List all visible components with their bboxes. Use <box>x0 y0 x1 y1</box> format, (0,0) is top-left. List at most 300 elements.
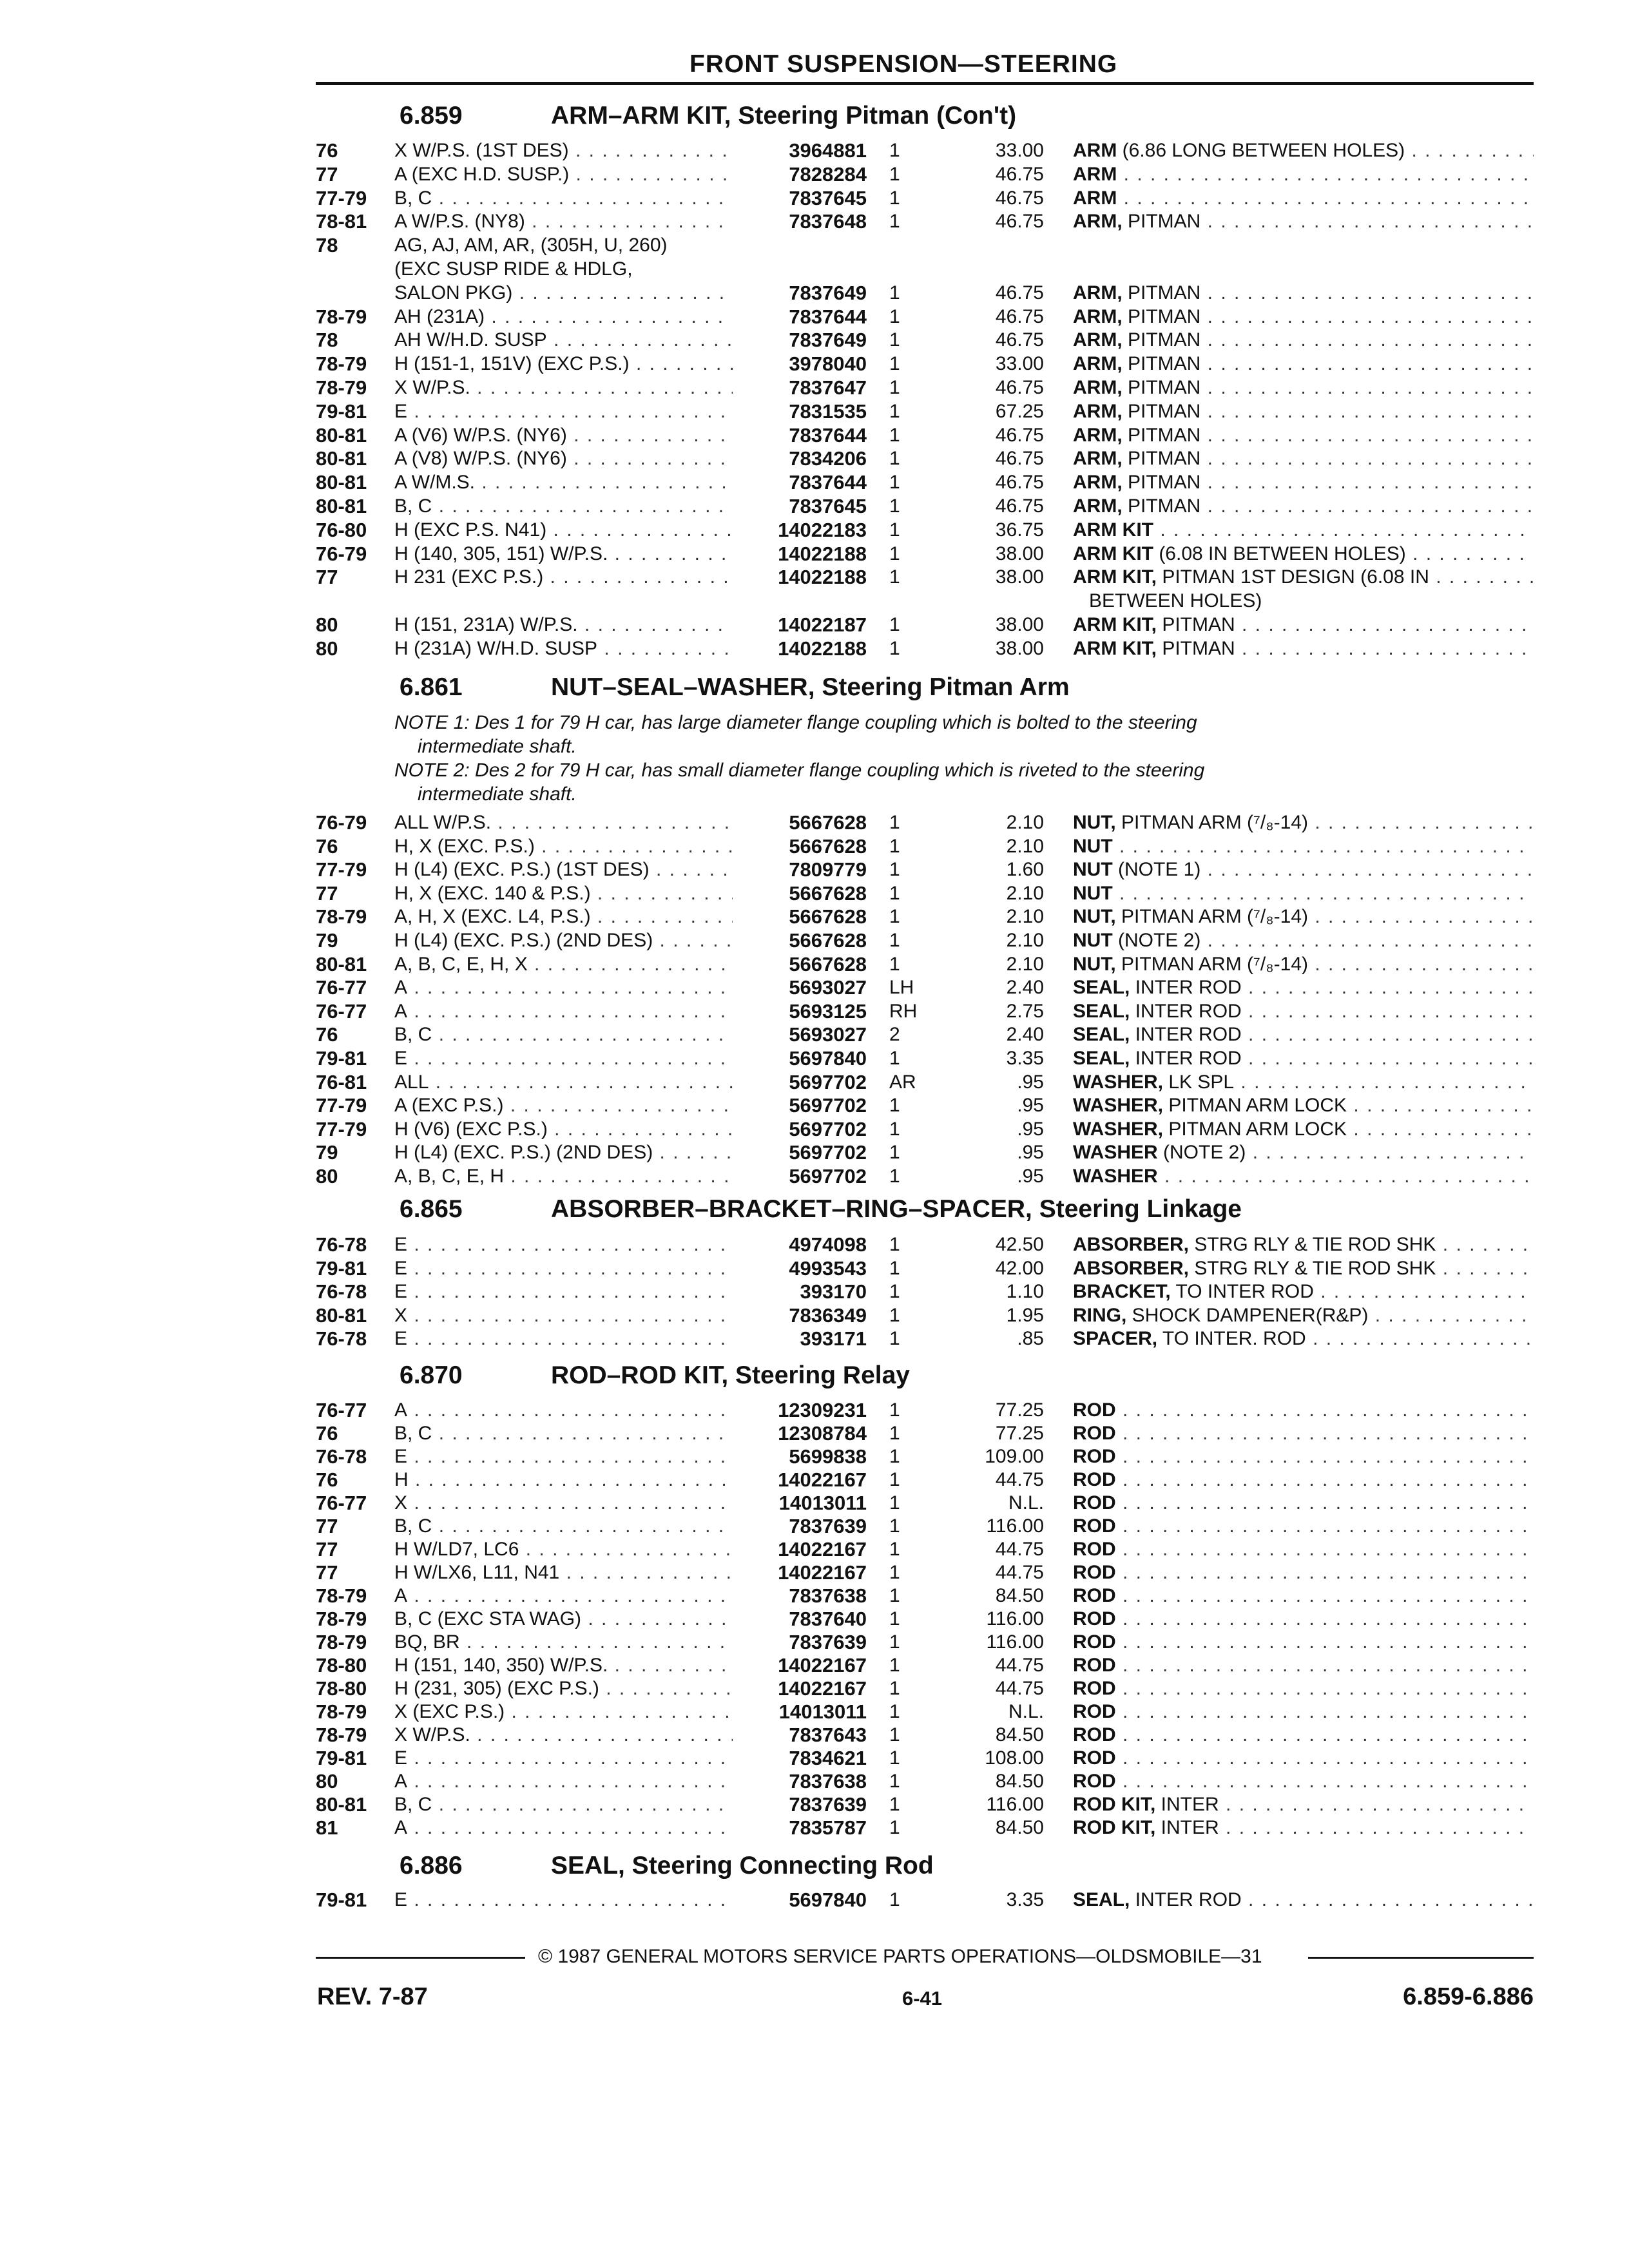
table-row <box>0 1816 1629 1840</box>
model-years: 80 <box>316 613 338 636</box>
application: AH W/H.D. SUSP . . . <box>394 328 733 352</box>
table-row <box>0 928 1629 952</box>
table-row <box>0 1140 1629 1164</box>
application: A . . . <box>394 1769 733 1793</box>
part-number: 5697702 <box>789 1070 867 1093</box>
application: E . . . <box>394 1445 733 1468</box>
quantity: 1 <box>889 1446 900 1467</box>
application: SALON PKG) . . . <box>394 281 733 305</box>
quantity: 1 <box>889 140 900 161</box>
quantity: 1 <box>889 1423 900 1444</box>
description <box>1073 1816 1534 1840</box>
description <box>1073 281 1534 305</box>
description <box>1073 1700 1534 1724</box>
description-keyword: NUT, <box>1073 812 1116 833</box>
price: 46.75 <box>995 448 1044 470</box>
description <box>1073 1280 1534 1303</box>
description-keyword: SPACER, <box>1073 1328 1158 1350</box>
application: H (L4) (EXC. P.S.) (1ST DES) . . . <box>394 858 733 881</box>
quantity: 1 <box>889 637 900 659</box>
description <box>1073 328 1534 352</box>
price: 67.25 <box>995 400 1044 422</box>
description-keyword: NUT <box>1073 930 1113 951</box>
price: 44.75 <box>995 1678 1044 1699</box>
price: 42.50 <box>995 1234 1044 1255</box>
part-number: 14022167 <box>778 1468 867 1491</box>
section-number: 6.859 <box>400 102 463 130</box>
table-row <box>0 589 1629 613</box>
description <box>1073 518 1534 542</box>
part-number: 7837639 <box>789 1793 867 1816</box>
application: ALL W/P.S. . . . <box>394 811 733 834</box>
description-keyword: NUT <box>1073 882 1113 904</box>
description-keyword: ARM <box>1073 163 1117 185</box>
price: 46.75 <box>995 282 1044 303</box>
part-number: 7837638 <box>789 1584 867 1607</box>
description <box>1073 447 1534 470</box>
part-number: 7837648 <box>789 210 867 233</box>
quantity: 1 <box>889 835 900 857</box>
description-detail: PITMAN ARM LOCK <box>1163 1118 1347 1140</box>
description <box>1073 1584 1534 1608</box>
model-years: 80-81 <box>316 447 367 470</box>
description <box>1073 376 1534 399</box>
description <box>1073 162 1534 186</box>
model-years: 80 <box>316 1770 338 1792</box>
table-row <box>0 1093 1629 1117</box>
model-years: 77 <box>316 162 338 186</box>
description-keyword: ARM KIT, <box>1073 637 1157 659</box>
table-row <box>0 1792 1629 1816</box>
part-number: 7836349 <box>789 1303 867 1327</box>
part-number: 7828284 <box>789 162 867 186</box>
quantity: 1 <box>889 1817 900 1838</box>
part-number: 7837644 <box>789 423 867 447</box>
model-years: 78-81 <box>316 210 367 233</box>
description-keyword: ROD <box>1073 1608 1116 1629</box>
description-detail: PITMAN <box>1122 377 1201 398</box>
quantity: 1 <box>889 1328 900 1350</box>
application: A . . . <box>394 1816 733 1840</box>
quantity: 1 <box>889 1771 900 1792</box>
quantity: 2 <box>889 1024 900 1046</box>
price: 46.75 <box>995 377 1044 398</box>
description-keyword: SEAL, <box>1073 1048 1130 1069</box>
description-keyword: NUT, <box>1073 953 1116 975</box>
description-keyword: NUT, <box>1073 906 1116 928</box>
table-row <box>0 811 1629 834</box>
part-number: 393170 <box>800 1280 867 1303</box>
price: 3.35 <box>1006 1048 1044 1069</box>
part-number: 7837644 <box>789 305 867 328</box>
application: E . . . <box>394 1233 733 1256</box>
price: 44.75 <box>995 1655 1044 1676</box>
description <box>1073 470 1534 494</box>
quantity: 1 <box>889 1095 900 1117</box>
price: 116.00 <box>986 1631 1044 1653</box>
price: 38.00 <box>995 543 1044 564</box>
description-detail: STRG RLY & TIE ROD SHK <box>1189 1257 1436 1279</box>
description-keyword: ARM, <box>1073 282 1123 303</box>
description-keyword: ROD <box>1073 1585 1116 1606</box>
application: H, X (EXC. P.S.) . . . <box>394 834 733 858</box>
model-years: 81 <box>316 1816 338 1839</box>
part-number: 7837639 <box>789 1631 867 1653</box>
quantity: 1 <box>889 1655 900 1676</box>
table-row <box>0 1584 1629 1608</box>
application: H . . . <box>394 1468 733 1492</box>
table-row <box>0 952 1629 976</box>
part-number: 5697840 <box>789 1047 867 1070</box>
part-number: 14022167 <box>778 1561 867 1584</box>
description <box>1073 1164 1534 1188</box>
description-keyword: ROD <box>1073 1747 1116 1769</box>
part-number: 5697702 <box>789 1165 867 1187</box>
price: N.L. <box>1008 1701 1044 1722</box>
description <box>1073 928 1534 952</box>
part-number: 7837647 <box>789 376 867 399</box>
model-years: 76 <box>316 834 338 858</box>
application: H (151-1, 151V) (EXC P.S.) . . . <box>394 352 733 376</box>
description-keyword: ABSORBER, <box>1073 1257 1190 1279</box>
application: ALL . . . <box>394 1070 733 1094</box>
description-keyword: ROD <box>1073 1631 1116 1653</box>
description <box>1073 1888 1534 1912</box>
model-years: 78-79 <box>316 376 367 399</box>
description <box>1073 1653 1534 1677</box>
part-number: 5667628 <box>789 811 867 834</box>
quantity: RH <box>889 1000 918 1022</box>
description-detail: PITMAN <box>1122 211 1201 233</box>
description-keyword: ARM, <box>1073 424 1123 446</box>
section-title: ARM–ARM KIT, Steering Pitman (Con't) <box>551 102 1017 130</box>
part-number: 7831535 <box>789 399 867 423</box>
price: 2.40 <box>1006 1024 1044 1046</box>
quantity: 1 <box>889 1724 900 1745</box>
quantity: 1 <box>889 1142 900 1164</box>
description-detail: (NOTE 2) <box>1112 930 1201 951</box>
price: 84.50 <box>995 1724 1044 1745</box>
price: .95 <box>1017 1142 1044 1164</box>
table-row <box>0 1491 1629 1515</box>
application: A (V6) W/P.S. (NY6) . . . <box>394 423 733 447</box>
table-row <box>0 1630 1629 1654</box>
description-detail: PITMAN ARM (⁷/₈-14) <box>1115 812 1308 833</box>
description <box>1073 1607 1534 1631</box>
price: 2.75 <box>1006 1000 1044 1022</box>
table-row <box>0 1398 1629 1422</box>
description <box>1073 139 1534 162</box>
price: 116.00 <box>986 1794 1044 1815</box>
model-years: 78-79 <box>316 305 367 328</box>
description-keyword: ROD <box>1073 1492 1116 1514</box>
model-years: 76-79 <box>316 811 367 834</box>
section-heading <box>0 1195 1629 1229</box>
model-years: 79-81 <box>316 1256 367 1280</box>
application: X W/P.S. . . . <box>394 376 733 399</box>
price: 36.75 <box>995 519 1044 541</box>
application: H 231 (EXC P.S.) . . . <box>394 565 733 589</box>
part-number: 7837638 <box>789 1770 867 1792</box>
section-note: intermediate shaft. <box>418 736 577 757</box>
part-number: 5697702 <box>789 1141 867 1164</box>
application: H (140, 305, 151) W/P.S. . . . <box>394 542 733 566</box>
description-keyword: SEAL, <box>1073 1889 1130 1910</box>
table-row <box>0 975 1629 999</box>
description <box>1073 1117 1534 1141</box>
table-row <box>0 233 1629 257</box>
part-number: 7837649 <box>789 329 867 352</box>
quantity: 1 <box>889 543 900 564</box>
description-keyword: ROD <box>1073 1446 1116 1467</box>
model-years: 76-80 <box>316 518 367 541</box>
description-keyword: ARM, <box>1073 377 1123 398</box>
model-years: 77-79 <box>316 858 367 881</box>
application: X W/P.S. . . . <box>394 1723 733 1747</box>
description-keyword: ARM, <box>1073 400 1123 422</box>
price: 2.10 <box>1006 953 1044 975</box>
table-row <box>0 565 1629 589</box>
description-detail: TO INTER. ROD <box>1157 1328 1306 1350</box>
description-detail: PITMAN <box>1157 637 1235 659</box>
part-number: 7835787 <box>789 1816 867 1839</box>
description <box>1073 881 1534 905</box>
table-row <box>0 1677 1629 1700</box>
description-keyword: WASHER, <box>1073 1071 1164 1093</box>
price: 44.75 <box>995 1562 1044 1583</box>
quantity: 1 <box>889 519 900 541</box>
price: 2.10 <box>1006 835 1044 857</box>
footer-page-number: 6-41 <box>902 1987 943 2010</box>
model-years: 78 <box>316 234 338 257</box>
description <box>1073 613 1534 637</box>
description-detail: PITMAN <box>1122 305 1201 327</box>
price: 46.75 <box>995 305 1044 327</box>
application: X W/P.S. (1ST DES) . . . <box>394 139 733 162</box>
description <box>1073 1514 1534 1538</box>
description-detail: LK SPL <box>1163 1071 1235 1093</box>
table-row <box>0 1561 1629 1584</box>
model-years: 77 <box>316 1515 338 1537</box>
section-title: ROD–ROD KIT, Steering Relay <box>551 1361 910 1389</box>
quantity: 1 <box>889 353 900 375</box>
table-row <box>0 447 1629 470</box>
description <box>1073 565 1534 589</box>
description-detail: INTER ROD <box>1130 1024 1242 1046</box>
application: A, B, C, E, H . . . <box>394 1164 733 1188</box>
description <box>1073 905 1534 928</box>
application: A (V8) W/P.S. (NY6) . . . <box>394 447 733 470</box>
application: X . . . <box>394 1303 733 1327</box>
description <box>1073 1421 1534 1445</box>
application: E . . . <box>394 1327 733 1350</box>
description-detail: (6.08 IN BETWEEN HOLES) <box>1153 543 1406 564</box>
description <box>1073 952 1534 976</box>
description <box>1073 1561 1534 1584</box>
table-row <box>0 1046 1629 1070</box>
quantity: 1 <box>889 1678 900 1699</box>
application: A . . . <box>394 1584 733 1608</box>
price: 33.00 <box>995 353 1044 375</box>
part-number: 12309231 <box>778 1399 867 1421</box>
model-years: 76-78 <box>316 1280 367 1303</box>
part-number: 14013011 <box>778 1492 867 1514</box>
table-row <box>0 999 1629 1023</box>
price: 108.00 <box>985 1747 1044 1769</box>
price: 2.10 <box>1006 882 1044 904</box>
quantity: 1 <box>889 1701 900 1722</box>
quantity: 1 <box>889 1492 900 1514</box>
part-number: 5699838 <box>789 1445 867 1468</box>
application: A (EXC P.S.) . . . <box>394 1093 733 1117</box>
price: 38.00 <box>995 614 1044 635</box>
price: 46.75 <box>995 211 1044 233</box>
application: A, H, X (EXC. L4, P.S.) . . . <box>394 905 733 928</box>
price: 44.75 <box>995 1539 1044 1560</box>
description-keyword: SEAL, <box>1073 1000 1130 1022</box>
quantity: 1 <box>889 953 900 975</box>
table-row <box>0 613 1629 637</box>
description-detail: PITMAN ARM LOCK <box>1163 1095 1347 1117</box>
table-row <box>0 1233 1629 1256</box>
section-title: NUT–SEAL–WASHER, Steering Pitman Arm <box>551 673 1070 701</box>
price: 3.35 <box>1006 1889 1044 1910</box>
application: A . . . <box>394 1398 733 1422</box>
table-row <box>0 1445 1629 1468</box>
table-row <box>0 1769 1629 1793</box>
part-number: 3964881 <box>789 139 867 162</box>
part-number: 7837640 <box>789 1608 867 1630</box>
description <box>1073 1093 1534 1117</box>
part-number: 14022188 <box>778 566 867 589</box>
quantity: 1 <box>889 906 900 928</box>
description <box>1089 589 1550 613</box>
quantity: 1 <box>889 424 900 446</box>
application: E . . . <box>394 1280 733 1303</box>
model-years: 76-77 <box>316 999 367 1023</box>
part-number: 7837649 <box>789 281 867 304</box>
description-keyword: ROD <box>1073 1724 1116 1745</box>
quantity: 1 <box>889 1747 900 1769</box>
price: 46.75 <box>995 472 1044 494</box>
description-keyword: ROD <box>1073 1771 1116 1792</box>
quantity: LH <box>889 977 914 999</box>
price: 38.00 <box>995 566 1044 588</box>
description-keyword: NUT <box>1073 835 1113 857</box>
price: 1.95 <box>1006 1304 1044 1326</box>
description-keyword: ROD <box>1073 1678 1116 1699</box>
application: H W/LX6, L11, N41 . . . <box>394 1561 733 1584</box>
part-number: 4993543 <box>789 1256 867 1280</box>
part-number: 5697840 <box>789 1888 867 1911</box>
price: 84.50 <box>995 1585 1044 1606</box>
description-detail: PITMAN <box>1122 353 1201 375</box>
description <box>1073 1468 1534 1492</box>
part-number: 5667628 <box>789 905 867 928</box>
description <box>1073 1233 1534 1256</box>
description <box>1073 305 1534 329</box>
price: .95 <box>1017 1118 1044 1140</box>
model-years: 76-78 <box>316 1233 367 1256</box>
table-row <box>0 376 1629 399</box>
quantity: 1 <box>889 305 900 327</box>
application: BQ, BR . . . <box>394 1630 733 1654</box>
table-row <box>0 281 1629 305</box>
description-keyword: SEAL, <box>1073 1024 1130 1046</box>
quantity: 1 <box>889 472 900 494</box>
quantity: 1 <box>889 163 900 185</box>
application: H (L4) (EXC. P.S.) (2ND DES) . . . <box>394 1140 733 1164</box>
section-note: NOTE 2: Des 2 for 79 H car, has small diameter flange coupling which is riveted to the steering <box>394 760 1205 781</box>
model-years: 77 <box>316 1538 338 1561</box>
quantity: 1 <box>889 1257 900 1279</box>
model-years: 80-81 <box>316 471 367 494</box>
price: 46.75 <box>995 495 1044 517</box>
price: 109.00 <box>985 1446 1044 1467</box>
description <box>1073 1070 1534 1094</box>
model-years: 79 <box>316 929 338 952</box>
table-row <box>0 637 1629 660</box>
quantity: 1 <box>889 187 900 209</box>
model-years: 76-78 <box>316 1327 367 1350</box>
application: A W/M.S. . . . <box>394 470 733 494</box>
footer-section-range: 6.859-6.886 <box>1403 1983 1534 2010</box>
model-years: 76 <box>316 1468 338 1491</box>
description <box>1073 1792 1534 1816</box>
section-number: 6.865 <box>400 1195 463 1223</box>
model-years: 79-81 <box>316 1047 367 1070</box>
quantity: 1 <box>889 1889 900 1910</box>
model-years: 78-80 <box>316 1654 367 1677</box>
description-detail: SHOCK DAMPENER(R&P) <box>1126 1304 1369 1326</box>
application: H (151, 231A) W/P.S. . . . <box>394 613 733 637</box>
description-keyword: ROD KIT, <box>1073 1794 1156 1815</box>
part-number: 5667628 <box>789 952 867 975</box>
description-keyword: ROD <box>1073 1399 1116 1421</box>
model-years: 80-81 <box>316 423 367 447</box>
quantity: 1 <box>889 1281 900 1303</box>
model-years: 78-79 <box>316 1584 367 1607</box>
part-number: 7837644 <box>789 471 867 494</box>
model-years: 80-81 <box>316 1793 367 1816</box>
model-years: 76-77 <box>316 1399 367 1421</box>
model-years: 76-81 <box>316 1070 367 1093</box>
table-row <box>0 399 1629 423</box>
model-years: 79-81 <box>316 1747 367 1769</box>
model-years: 76 <box>316 1422 338 1445</box>
table-row <box>0 186 1629 210</box>
description <box>1073 209 1534 233</box>
description-keyword: ARM KIT <box>1073 543 1153 564</box>
footer-revision: REV. 7-87 <box>317 1983 428 2010</box>
description-detail: INTER ROD <box>1130 1048 1242 1069</box>
description-detail: PITMAN <box>1122 400 1201 422</box>
model-years: 79 <box>316 1141 338 1164</box>
application: H, X (EXC. 140 & P.S.) . . . <box>394 881 733 905</box>
application: X . . . <box>394 1491 733 1515</box>
quantity: 1 <box>889 282 900 303</box>
table-row <box>0 1723 1629 1747</box>
price: .95 <box>1017 1166 1044 1187</box>
part-number: 4974098 <box>789 1233 867 1256</box>
price: .95 <box>1017 1071 1044 1093</box>
model-years: 77-79 <box>316 186 367 209</box>
part-number: 7837645 <box>789 495 867 517</box>
section-number: 6.870 <box>400 1361 463 1389</box>
part-number: 14022167 <box>778 1677 867 1700</box>
description <box>1073 834 1534 858</box>
application: A, B, C, E, H, X . . . <box>394 952 733 976</box>
